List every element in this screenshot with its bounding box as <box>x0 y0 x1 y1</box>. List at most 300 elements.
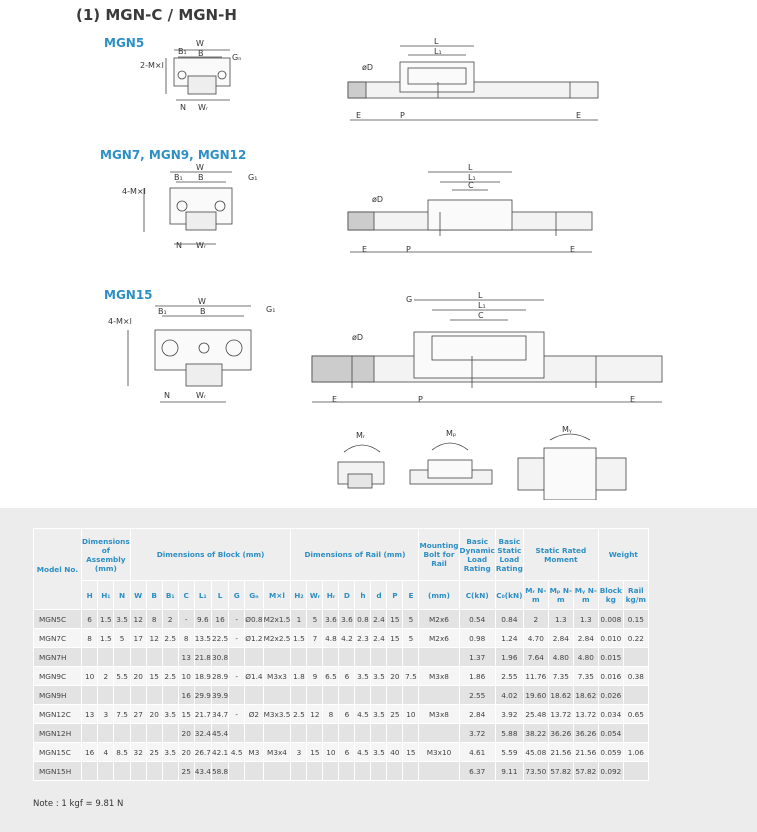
table-cell: 20 <box>178 743 194 762</box>
table-cell <box>245 762 263 781</box>
table-cell: 10 <box>178 667 194 686</box>
table-cell: 19.60 <box>523 686 548 705</box>
table-cell <box>98 762 114 781</box>
table-cell: 0.15 <box>623 610 648 629</box>
table-row <box>34 743 649 762</box>
table-cell <box>307 762 323 781</box>
table-cell: 2.84 <box>573 629 598 648</box>
table-cell: 0.016 <box>598 667 623 686</box>
table-cell: 1.37 <box>459 648 495 667</box>
th-block: Dimensions of Block (mm) <box>130 529 291 581</box>
mgn5-side-view <box>348 46 598 120</box>
table-cell <box>323 724 339 743</box>
th-stat: Basic Static Load Rating <box>495 529 523 581</box>
table-cell: M2x6 <box>419 629 459 648</box>
table-cell <box>387 762 403 781</box>
table-cell: 36.26 <box>573 724 598 743</box>
table-cell: 5 <box>403 610 419 629</box>
table-cell: 10 <box>323 743 339 762</box>
table-cell: 9 <box>307 667 323 686</box>
table-cell <box>263 686 291 705</box>
table-cell <box>114 724 130 743</box>
col-header: E <box>403 581 419 610</box>
table-cell <box>263 762 291 781</box>
table-cell: 1.06 <box>623 743 648 762</box>
table-cell: 20 <box>146 705 162 724</box>
table-cell <box>387 686 403 705</box>
table-cell: 3.5 <box>371 667 387 686</box>
table-cell: 5 <box>307 610 323 629</box>
table-cell: 1.5 <box>98 610 114 629</box>
table-cell <box>419 648 459 667</box>
table-cell: 12 <box>146 629 162 648</box>
table-cell: 57.82 <box>548 762 573 781</box>
table-cell: 13 <box>178 648 194 667</box>
svg-text:G: G <box>406 295 413 304</box>
table-cell: 0.015 <box>598 648 623 667</box>
svg-text:Wᵣ: Wᵣ <box>198 103 208 112</box>
table-cell: 7.64 <box>523 648 548 667</box>
col-header: H₁ <box>98 581 114 610</box>
table-cell: 15 <box>387 629 403 648</box>
table-cell: 3.72 <box>459 724 495 743</box>
table-cell: 21.56 <box>548 743 573 762</box>
table-cell: 13.72 <box>548 705 573 724</box>
col-header: B <box>146 581 162 610</box>
table-cell: 3.5 <box>162 743 178 762</box>
table-cell <box>339 762 355 781</box>
table-cell: 0.65 <box>623 705 648 724</box>
table-row <box>34 686 649 705</box>
svg-text:Wᵣ: Wᵣ <box>196 241 206 250</box>
table-cell <box>82 724 98 743</box>
col-header: Block kg <box>598 581 623 610</box>
th-dyn: Basic Dynamic Load Rating <box>459 529 495 581</box>
col-header: Mᵧ N-m <box>573 581 598 610</box>
table-cell: 4 <box>98 743 114 762</box>
table-cell <box>371 686 387 705</box>
table-cell: 0.010 <box>598 629 623 648</box>
table-cell: 3 <box>98 705 114 724</box>
table-cell: 22.5 <box>211 629 228 648</box>
table-cell: M2x2.5 <box>263 629 291 648</box>
table-cell: 6 <box>339 667 355 686</box>
table-cell: 8 <box>146 610 162 629</box>
table-cell <box>130 648 146 667</box>
table-cell <box>82 762 98 781</box>
table-cell: M3x4 <box>263 743 291 762</box>
svg-text:B: B <box>198 49 204 58</box>
svg-text:B₁: B₁ <box>158 307 167 316</box>
table-cell: 3.6 <box>339 610 355 629</box>
svg-text:B₁: B₁ <box>174 173 183 182</box>
table-cell <box>98 686 114 705</box>
table-cell: 27 <box>130 705 146 724</box>
table-cell: 3.5 <box>371 705 387 724</box>
col-header: N <box>114 581 130 610</box>
model-cell: MGN9H <box>34 686 82 705</box>
moment-my-icon <box>518 434 626 500</box>
svg-text:G₁: G₁ <box>248 173 258 182</box>
table-cell: 7.5 <box>403 667 419 686</box>
table-cell: M2x6 <box>419 610 459 629</box>
table-cell <box>98 724 114 743</box>
table-cell <box>371 648 387 667</box>
svg-text:W: W <box>198 297 206 306</box>
table-cell: 3.92 <box>495 705 523 724</box>
table-cell: M3x8 <box>419 705 459 724</box>
table-cell: 13.72 <box>573 705 598 724</box>
table-cell <box>323 762 339 781</box>
table-cell: 3.6 <box>323 610 339 629</box>
table-cell <box>245 686 263 705</box>
table-cell: 39.9 <box>211 686 228 705</box>
table-cell <box>229 724 245 743</box>
spec-table <box>33 528 649 781</box>
col-header: h <box>355 581 371 610</box>
table-cell: 2.5 <box>291 705 307 724</box>
svg-text:Gₙ: Gₙ <box>232 53 242 62</box>
table-cell: 10 <box>82 667 98 686</box>
table-cell: 57.82 <box>573 762 598 781</box>
table-cell: 8 <box>323 705 339 724</box>
table-cell: 2.84 <box>459 705 495 724</box>
table-cell: 34.7 <box>211 705 228 724</box>
col-header: D <box>339 581 355 610</box>
table-cell: - <box>229 705 245 724</box>
table-cell: 3.5 <box>371 743 387 762</box>
col-header: Gₙ <box>245 581 263 610</box>
svg-text:E: E <box>570 245 576 254</box>
table-cell: 1.8 <box>291 667 307 686</box>
table-cell <box>291 648 307 667</box>
col-header: H₂ <box>291 581 307 610</box>
table-cell: 4.5 <box>355 743 371 762</box>
table-cell: 18.9 <box>194 667 211 686</box>
table-cell <box>403 648 419 667</box>
table-cell: M3x3 <box>263 667 291 686</box>
moment-mr-icon <box>338 445 384 488</box>
table-body <box>34 610 649 781</box>
table-cell: 1.5 <box>291 629 307 648</box>
table-cell: 0.034 <box>598 705 623 724</box>
model-cell: MGN9C <box>34 667 82 686</box>
table-cell: 2.4 <box>371 610 387 629</box>
col-header: W <box>130 581 146 610</box>
table-cell <box>162 686 178 705</box>
table-cell: 4.2 <box>339 629 355 648</box>
col-header: H <box>82 581 98 610</box>
table-cell: 6 <box>82 610 98 629</box>
col-header: d <box>371 581 387 610</box>
table-cell: 26.7 <box>194 743 211 762</box>
svg-text:P: P <box>406 245 411 254</box>
table-cell <box>403 724 419 743</box>
svg-text:E: E <box>362 245 368 254</box>
table-cell: 2.55 <box>459 686 495 705</box>
svg-text:Mₚ: Mₚ <box>446 429 457 438</box>
table-cell: 4.80 <box>548 648 573 667</box>
table-cell: 11.76 <box>523 667 548 686</box>
svg-text:N: N <box>176 241 182 250</box>
table-cell: 15 <box>146 667 162 686</box>
table-cell <box>623 762 648 781</box>
table-cell: 25.48 <box>523 705 548 724</box>
table-cell: 9.11 <box>495 762 523 781</box>
table-cell: M3 <box>245 743 263 762</box>
table-cell: 3.5 <box>114 610 130 629</box>
table-cell: 25 <box>387 705 403 724</box>
table-cell <box>162 724 178 743</box>
col-header: G <box>229 581 245 610</box>
table-cell <box>146 686 162 705</box>
table-cell <box>245 648 263 667</box>
table-cell: Ø2 <box>245 705 263 724</box>
table-cell <box>291 724 307 743</box>
table-cell: 2.3 <box>355 629 371 648</box>
table-cell: 36.26 <box>548 724 573 743</box>
table-cell: 15 <box>403 743 419 762</box>
table-cell: 2.5 <box>162 667 178 686</box>
table-cell <box>355 724 371 743</box>
table-cell <box>339 686 355 705</box>
table-cell: 7 <box>307 629 323 648</box>
table-cell: 32.4 <box>194 724 211 743</box>
th-model: Model No. <box>34 529 82 610</box>
table-cell: - <box>229 629 245 648</box>
svg-text:øD: øD <box>362 63 374 72</box>
col-header: Hᵣ <box>323 581 339 610</box>
table-cell: 1.3 <box>548 610 573 629</box>
section-mgn15: MGN15 <box>104 288 153 302</box>
table-cell: 6 <box>339 705 355 724</box>
col-header: P <box>387 581 403 610</box>
table-cell: 12 <box>130 610 146 629</box>
table-cell: 2.4 <box>371 629 387 648</box>
svg-text:Mᵧ: Mᵧ <box>562 425 572 434</box>
table-cell <box>403 686 419 705</box>
table-cell: 29.9 <box>194 686 211 705</box>
table-cell <box>419 762 459 781</box>
svg-text:P: P <box>418 395 423 404</box>
col-header: L <box>211 581 228 610</box>
table-cell <box>82 648 98 667</box>
moment-mp-icon <box>410 443 492 484</box>
table-cell: 16 <box>211 610 228 629</box>
table-cell <box>130 686 146 705</box>
table-cell <box>146 724 162 743</box>
mgn15-end-view <box>128 306 251 402</box>
table-cell: 20 <box>130 667 146 686</box>
table-cell: 28.9 <box>211 667 228 686</box>
table-cell: 2.84 <box>548 629 573 648</box>
table-cell: 58.8 <box>211 762 228 781</box>
table-cell: 7.35 <box>548 667 573 686</box>
table-cell: 5.59 <box>495 743 523 762</box>
table-cell <box>114 648 130 667</box>
table-row <box>34 629 649 648</box>
svg-text:L₁: L₁ <box>468 173 476 182</box>
table-cell: 20 <box>387 667 403 686</box>
table-cell: 0.054 <box>598 724 623 743</box>
svg-text:L₁: L₁ <box>434 47 442 56</box>
table-cell <box>130 724 146 743</box>
svg-text:E: E <box>576 111 582 120</box>
svg-text:C: C <box>478 311 484 320</box>
table-cell: 2.55 <box>495 667 523 686</box>
spec-table-panel <box>0 508 757 832</box>
table-cell: 18.62 <box>548 686 573 705</box>
table-cell: 6.37 <box>459 762 495 781</box>
table-cell <box>245 724 263 743</box>
table-cell <box>130 762 146 781</box>
table-cell: 38.22 <box>523 724 548 743</box>
table-cell: 4.61 <box>459 743 495 762</box>
table-row <box>34 667 649 686</box>
table-cell: 17 <box>130 629 146 648</box>
table-cell: 13.5 <box>194 629 211 648</box>
svg-text:N: N <box>180 103 186 112</box>
table-cell: 4.80 <box>573 648 598 667</box>
table-cell <box>307 686 323 705</box>
table-cell: Ø0.8 <box>245 610 263 629</box>
svg-text:E: E <box>356 111 362 120</box>
table-cell <box>623 686 648 705</box>
table-cell: 0.026 <box>598 686 623 705</box>
model-cell: MGN7C <box>34 629 82 648</box>
svg-text:B: B <box>200 307 206 316</box>
table-cell: 4.8 <box>323 629 339 648</box>
table-cell: 8 <box>178 629 194 648</box>
model-cell: MGN15H <box>34 762 82 781</box>
table-cell: 3.5 <box>355 667 371 686</box>
svg-text:B: B <box>198 173 204 182</box>
table-cell: 0.092 <box>598 762 623 781</box>
svg-text:E: E <box>332 395 338 404</box>
table-row <box>34 705 649 724</box>
table-cell: 1.5 <box>98 629 114 648</box>
table-cell <box>291 686 307 705</box>
table-cell: 25 <box>178 762 194 781</box>
table-cell: 73.50 <box>523 762 548 781</box>
svg-text:W: W <box>196 163 204 172</box>
col-header: (mm) <box>419 581 459 610</box>
table-cell: 4.5 <box>355 705 371 724</box>
table-cell <box>339 724 355 743</box>
th-weight: Weight <box>598 529 648 581</box>
svg-text:Wᵣ: Wᵣ <box>196 391 206 400</box>
table-cell: 0.98 <box>459 629 495 648</box>
col-header: Mᵣ N-m <box>523 581 548 610</box>
svg-text:4-M×l: 4-M×l <box>108 317 132 326</box>
table-cell <box>387 648 403 667</box>
table-cell: 2 <box>523 610 548 629</box>
section-mgn5: MGN5 <box>104 36 145 50</box>
table-row <box>34 762 649 781</box>
table-cell: 42.1 <box>211 743 228 762</box>
table-cell: 7.35 <box>573 667 598 686</box>
table-cell: 13 <box>82 705 98 724</box>
svg-text:Mᵣ: Mᵣ <box>356 431 365 440</box>
col-header: Rail kg/m <box>623 581 648 610</box>
table-cell <box>323 648 339 667</box>
table-cell: 21.8 <box>194 648 211 667</box>
table-cell <box>355 762 371 781</box>
table-cell: 3 <box>291 743 307 762</box>
col-header: Wᵣ <box>307 581 323 610</box>
table-cell: 5.88 <box>495 724 523 743</box>
model-cell: MGN5C <box>34 610 82 629</box>
th-bolt: Mounting Bolt for Rail <box>419 529 459 581</box>
svg-text:E: E <box>630 395 636 404</box>
table-cell: 0.38 <box>623 667 648 686</box>
table-row <box>34 610 649 629</box>
table-cell: 6 <box>339 743 355 762</box>
svg-text:4-M×l: 4-M×l <box>122 187 146 196</box>
table-cell <box>114 762 130 781</box>
table-cell: 4.02 <box>495 686 523 705</box>
table-cell: 12 <box>307 705 323 724</box>
col-header: C(kN) <box>459 581 495 610</box>
table-cell <box>339 648 355 667</box>
table-cell: M2x1.5 <box>263 610 291 629</box>
table-cell: 1.3 <box>573 610 598 629</box>
th-moment: Static Rated Moment <box>523 529 598 581</box>
table-cell: 15 <box>387 610 403 629</box>
table-cell: 2.5 <box>162 629 178 648</box>
table-cell: 15 <box>178 705 194 724</box>
table-cell: - <box>229 667 245 686</box>
table-cell <box>263 724 291 743</box>
table-cell: 18.62 <box>573 686 598 705</box>
table-cell: 16 <box>178 686 194 705</box>
table-cell: 21.7 <box>194 705 211 724</box>
col-header: Mₚ N-m <box>548 581 573 610</box>
table-row <box>34 724 649 743</box>
table-cell <box>98 648 114 667</box>
table-cell <box>355 686 371 705</box>
table-cell <box>229 686 245 705</box>
table-cell: 3.5 <box>162 705 178 724</box>
col-header: C₀(kN) <box>495 581 523 610</box>
svg-text:øD: øD <box>372 195 384 204</box>
svg-text:L: L <box>434 37 439 46</box>
table-cell: 7.5 <box>114 705 130 724</box>
note: Note : 1 kgf = 9.81 N <box>33 799 124 809</box>
table-cell: 20 <box>178 724 194 743</box>
svg-text:øD: øD <box>352 333 364 342</box>
table-row <box>34 648 649 667</box>
table-cell <box>307 724 323 743</box>
table-cell <box>371 762 387 781</box>
table-cell: 40 <box>387 743 403 762</box>
table-cell <box>162 648 178 667</box>
col-header: B₁ <box>162 581 178 610</box>
table-cell: M3x3.5 <box>263 705 291 724</box>
svg-text:G₁: G₁ <box>266 305 276 314</box>
table-cell: 5.5 <box>114 667 130 686</box>
table-cell: 0.22 <box>623 629 648 648</box>
svg-text:B₁: B₁ <box>178 47 187 56</box>
table-cell: 8 <box>82 629 98 648</box>
table-cell: 1.86 <box>459 667 495 686</box>
table-cell <box>371 724 387 743</box>
table-cell <box>229 762 245 781</box>
table-cell: 0.84 <box>495 610 523 629</box>
table-cell: 45.4 <box>211 724 228 743</box>
table-cell <box>623 648 648 667</box>
mgn7-end-view <box>144 172 232 244</box>
